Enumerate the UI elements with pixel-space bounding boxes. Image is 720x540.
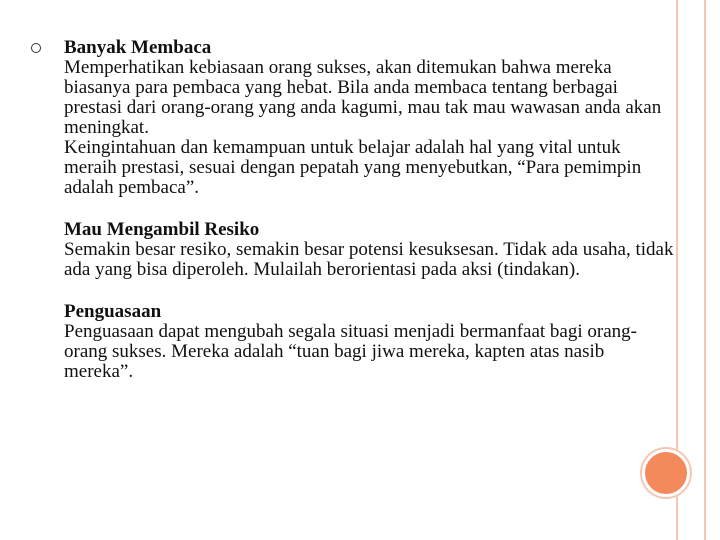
section-title: Penguasaan	[64, 301, 162, 322]
decorative-circle-icon	[642, 449, 690, 497]
section-title: Banyak Membaca	[64, 37, 212, 58]
slide-content	[64, 38, 674, 382]
section-penguasaan	[64, 302, 674, 382]
section-paragraph: Memperhatikan kebiasaan orang sukses, akan ditemukan bahwa mereka biasanya para pembaca yang hebat. Bila anda membaca tentang berbagai prestasi dari orang-orang yang anda kagumi, mau tak mau wawasan anda akan meningkat.	[64, 57, 662, 138]
section-paragraph: Keingintahuan dan kemampuan untuk belajar adalah hal yang vital untuk meraih prestasi, sesuai dengan pepatah yang menyebutkan, “Para pemimpin adalah pembaca”.	[64, 137, 642, 198]
section-banyak-membaca	[64, 38, 674, 198]
section-paragraph: Penguasaan dapat mengubah segala situasi menjadi bermanfaat bagi orang-orang sukses. Mereka adalah “tuan bagi jiwa mereka, kapten atas nasib mereka”.	[64, 321, 637, 382]
bullet-icon	[31, 43, 41, 53]
section-title: Mau Mengambil Resiko	[64, 219, 260, 240]
section-mau-mengambil-resiko	[64, 220, 674, 280]
decorative-border-line-right	[704, 0, 706, 540]
section-paragraph: Semakin besar resiko, semakin besar potensi kesuksesan. Tidak ada usaha, tidak ada yang bisa diperoleh. Mulailah berorientasi pada aksi (tindakan).	[64, 239, 674, 280]
